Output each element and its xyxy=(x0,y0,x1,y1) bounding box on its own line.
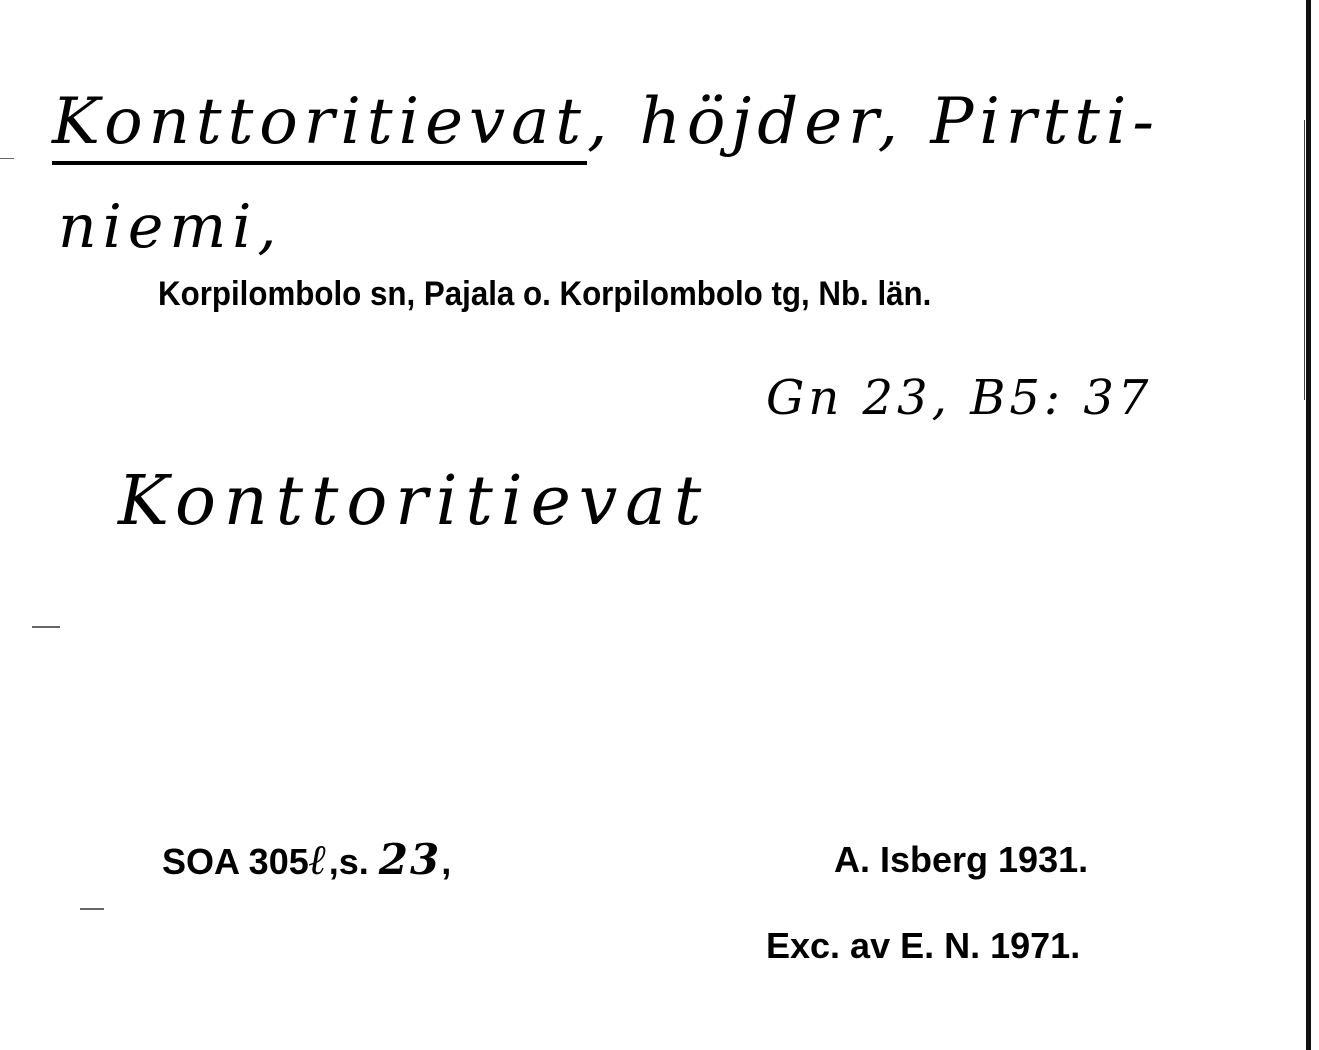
collector-line: A. Isberg 1931. xyxy=(834,839,1089,880)
handwritten-name: Konttoritievat xyxy=(118,462,710,541)
scan-speck xyxy=(80,908,104,910)
title-rest: , höjder, Pirtti- xyxy=(586,85,1160,159)
source-printed: SOA 305 xyxy=(162,841,309,882)
source-printed-suffix: ,s. xyxy=(328,841,369,882)
place-name-underlined: Konttoritievat xyxy=(52,85,587,165)
source-handwritten-mark: ℓ xyxy=(308,835,329,884)
handwritten-title xyxy=(52,82,1160,162)
scan-speck xyxy=(0,158,14,159)
source-reference xyxy=(162,836,451,886)
scan-speck xyxy=(32,626,60,628)
excerpt-line: Exc. av E. N. 1971. xyxy=(766,925,1081,966)
source-handwritten-page: 23 xyxy=(378,835,442,884)
card-edge-line xyxy=(1304,120,1305,400)
location-line: Korpilombolo sn, Pajala o. Korpilombolo tg, Nb. län. xyxy=(158,275,932,313)
card-edge-border xyxy=(1306,0,1311,1050)
gn-reference: Gn 23, B5: 37 xyxy=(766,370,1153,426)
handwritten-title-line2: niemi, xyxy=(58,192,283,262)
source-trailing: , xyxy=(441,841,452,882)
